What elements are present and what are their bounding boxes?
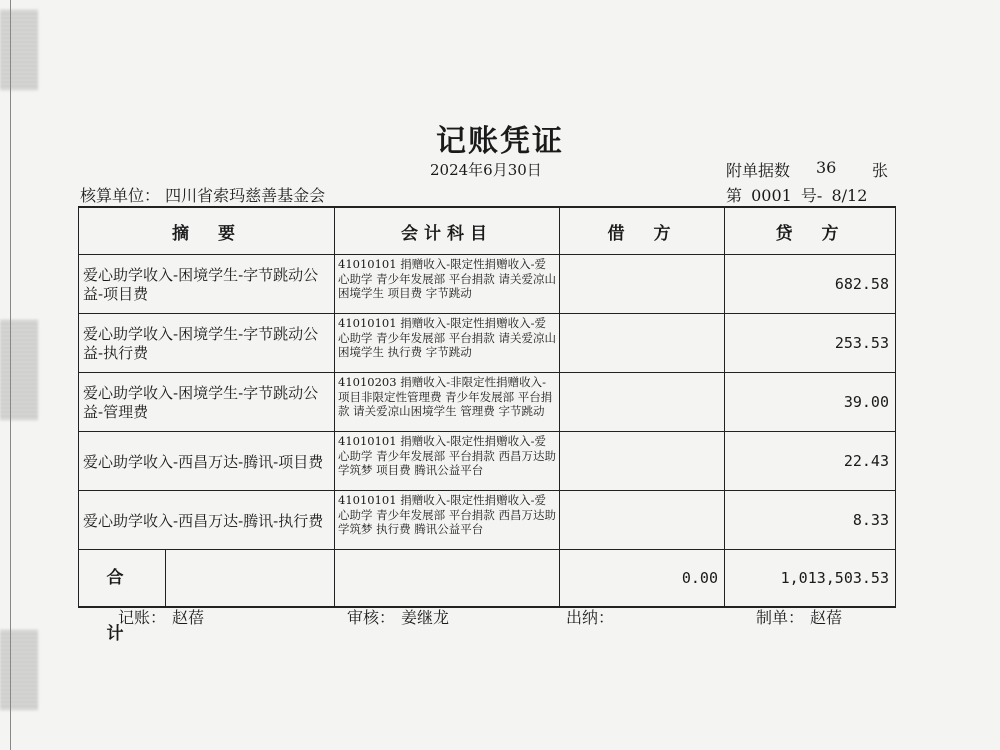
row-summary: 爱心助学收入-困境学生-字节跳动公益-执行费	[79, 314, 335, 373]
signature-bookkeeper	[118, 605, 204, 628]
header-subject: 会计科目	[335, 207, 560, 255]
table-row	[79, 432, 896, 491]
attachments-unit: 张	[872, 161, 889, 180]
table-row	[79, 314, 896, 373]
scan-artifact	[0, 10, 38, 90]
document-title: 记账凭证	[436, 124, 564, 159]
signature-reviewer	[347, 605, 449, 628]
total-row	[79, 550, 896, 608]
bookkeeper-label: 记账：	[118, 608, 167, 627]
row-credit: 8.33	[725, 491, 896, 550]
row-credit: 39.00	[725, 373, 896, 432]
row-subject: 41010101 捐赠收入-限定性捐赠收入-爱心助学 青少年发展部 平台捐款 西昌万达助学筑梦 执行费 腾讯公益平台	[335, 491, 560, 550]
attachments-count: 36	[816, 158, 837, 177]
accounting-unit-name: 四川省索玛慈善基金会	[165, 186, 326, 205]
voucher-number-suffix: 号-	[800, 186, 823, 205]
table-header-row	[79, 207, 896, 255]
row-subject: 41010101 捐赠收入-限定性捐赠收入-爱心助学 青少年发展部 平台捐款 请关爱凉山困境学生 项目费 字节跳动	[335, 255, 560, 314]
row-summary: 爱心助学收入-西昌万达-腾讯-项目费	[79, 432, 335, 491]
row-summary: 爱心助学收入-困境学生-字节跳动公益-项目费	[79, 255, 335, 314]
row-debit	[560, 314, 725, 373]
row-debit	[560, 255, 725, 314]
voucher-page: 8/12	[831, 186, 868, 205]
row-subject: 41010101 捐赠收入-限定性捐赠收入-爱心助学 青少年发展部 平台捐款 西昌万达助学筑梦 项目费 腾讯公益平台	[335, 432, 560, 491]
row-summary: 爱心助学收入-西昌万达-腾讯-执行费	[79, 491, 335, 550]
signature-preparer	[756, 605, 842, 628]
row-subject: 41010101 捐赠收入-限定性捐赠收入-爱心助学 青少年发展部 平台捐款 请关爱凉山困境学生 执行费 字节跳动	[335, 314, 560, 373]
total-blank	[166, 550, 334, 606]
attachments-info	[726, 158, 889, 181]
signature-cashier	[566, 605, 620, 628]
row-credit: 682.58	[725, 255, 896, 314]
reviewer-name: 姜继龙	[401, 608, 450, 627]
scan-border	[10, 0, 11, 750]
total-label: 合 计	[79, 550, 166, 606]
row-subject: 41010203 捐赠收入-非限定性捐赠收入-项目非限定性管理费 青少年发展部 平台捐款 请关爱凉山困境学生 管理费 字节跳动	[335, 373, 560, 432]
voucher-number-prefix: 第	[726, 186, 743, 205]
voucher-date: 2024年6月30日	[430, 161, 542, 179]
voucher-number	[726, 183, 871, 206]
row-debit	[560, 373, 725, 432]
row-credit: 22.43	[725, 432, 896, 491]
header-summary: 摘 要	[79, 207, 335, 255]
table-row	[79, 373, 896, 432]
scan-artifact	[0, 320, 38, 420]
cashier-label: 出纳：	[566, 608, 615, 627]
attachments-label: 附单据数	[726, 161, 791, 180]
row-debit	[560, 491, 725, 550]
scan-artifact	[0, 630, 38, 710]
total-credit: 1,013,503.53	[725, 550, 896, 608]
total-debit: 0.00	[560, 550, 725, 608]
table-row	[79, 491, 896, 550]
row-debit	[560, 432, 725, 491]
bookkeeper-name: 赵蓓	[172, 608, 205, 627]
row-credit: 253.53	[725, 314, 896, 373]
preparer-label: 制单：	[756, 608, 805, 627]
preparer-name: 赵蓓	[810, 608, 843, 627]
header-debit: 借 方	[560, 207, 725, 255]
row-summary: 爱心助学收入-困境学生-字节跳动公益-管理费	[79, 373, 335, 432]
voucher-number-value: 0001	[751, 186, 792, 205]
header-credit: 贷 方	[725, 207, 896, 255]
reviewer-label: 审核：	[347, 608, 396, 627]
accounting-unit	[80, 183, 325, 206]
total-blank-subject	[335, 550, 560, 608]
accounting-unit-label: 核算单位：	[80, 186, 161, 205]
table-row	[79, 255, 896, 314]
